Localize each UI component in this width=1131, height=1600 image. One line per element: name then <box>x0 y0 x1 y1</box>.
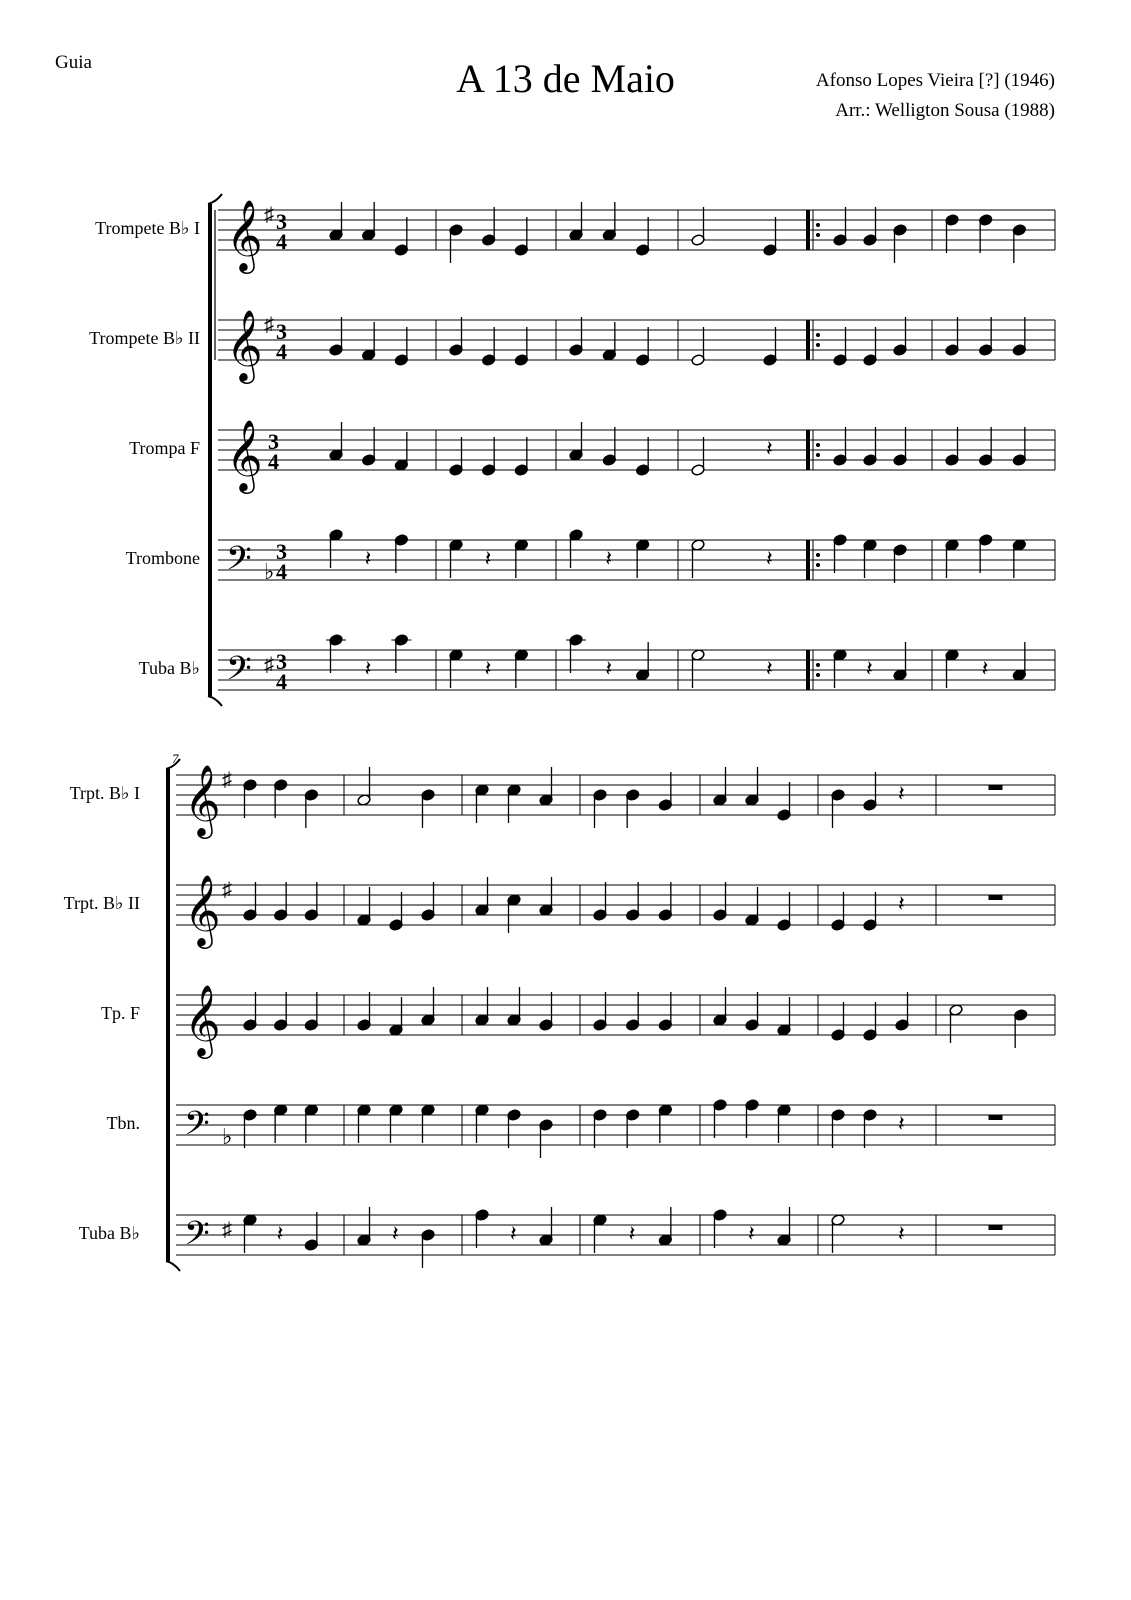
page-title: A 13 de Maio <box>456 56 675 101</box>
quarter-rest-icon: 𝄽 <box>484 656 492 681</box>
quarter-rest-icon: 𝄽 <box>484 546 492 571</box>
quarter-rest-icon: 𝄽 <box>392 1221 399 1246</box>
repeat-dot <box>816 443 820 447</box>
quarter-rest-icon: 𝄽 <box>898 891 905 916</box>
time-signature-bottom: 4 <box>276 669 287 694</box>
instrument-label: Tbn. <box>106 1113 140 1133</box>
time-signature-top: 3 <box>276 209 287 234</box>
quarter-rest-icon: 𝄽 <box>364 656 372 681</box>
instrument-label: Trompa F <box>129 438 200 458</box>
quarter-rest-icon: 𝄽 <box>364 546 372 571</box>
staff <box>139 634 1055 694</box>
time-signature-bottom: 4 <box>276 339 287 364</box>
sharp-icon: ♯ <box>222 879 232 901</box>
whole-rest <box>989 1225 1003 1230</box>
quarter-rest-icon: 𝄽 <box>766 546 773 571</box>
quarter-rest-icon: 𝄽 <box>866 656 873 681</box>
flat-icon: ♭ <box>222 1124 233 1149</box>
sharp-icon: ♯ <box>264 204 274 226</box>
treble-clef-icon: 𝄞 <box>184 987 221 1055</box>
system-bracket <box>166 769 170 1261</box>
whole-rest <box>989 1115 1003 1120</box>
flat-icon: ♭ <box>264 559 275 584</box>
time-signature-bottom: 4 <box>276 229 287 254</box>
instrument-label: Trompete B♭ I <box>95 218 200 238</box>
repeat-dot <box>816 223 820 227</box>
quarter-rest-icon: 𝄽 <box>766 436 773 461</box>
repeat-dot <box>816 343 820 347</box>
treble-clef-icon: 𝄞 <box>184 767 221 835</box>
system-bracket <box>208 204 212 696</box>
treble-clef-icon: 𝄞 <box>226 202 263 270</box>
guide-label: Guia <box>55 52 92 73</box>
quarter-rest-icon: 𝄽 <box>766 656 773 681</box>
bass-clef-icon: 𝄢 <box>184 1105 210 1150</box>
repeat-dot <box>816 453 820 457</box>
instrument-label: Trompete B♭ II <box>89 328 200 348</box>
staff <box>129 422 1055 476</box>
instrument-label: Tuba B♭ <box>138 658 200 678</box>
sharp-icon: ♯ <box>264 654 274 676</box>
instrument-label: Trombone <box>125 548 200 568</box>
staff <box>101 987 1055 1048</box>
treble-clef-icon: 𝄞 <box>226 312 263 380</box>
quarter-rest-icon: 𝄽 <box>510 1221 517 1246</box>
bass-clef-icon: 𝄢 <box>184 1215 210 1260</box>
time-signature-bottom: 4 <box>276 559 287 584</box>
bracket-hook <box>208 696 222 706</box>
bass-clef-icon: 𝄢 <box>226 650 252 695</box>
measure-number: 7 <box>172 751 179 766</box>
instrument-label: Trpt. B♭ I <box>69 783 140 803</box>
instrument-label: Trpt. B♭ II <box>63 893 140 913</box>
sharp-icon: ♯ <box>264 314 274 336</box>
bass-clef-icon: 𝄢 <box>226 540 252 585</box>
whole-rest <box>989 895 1003 900</box>
treble-clef-icon: 𝄞 <box>184 877 221 945</box>
treble-clef-icon: 𝄞 <box>226 422 263 490</box>
sharp-icon: ♯ <box>222 1219 232 1241</box>
arranger-credit: Arr.: Welligton Sousa (1988) <box>835 100 1055 121</box>
repeat-dot <box>816 553 820 557</box>
quarter-rest-icon: 𝄽 <box>898 1111 905 1136</box>
repeat-dot <box>816 233 820 237</box>
instrument-label: Tp. F <box>100 1003 140 1023</box>
whole-rest <box>989 785 1003 790</box>
repeat-thick-bar <box>806 210 810 250</box>
time-signature-top: 3 <box>276 539 287 564</box>
time-signature-top: 3 <box>276 319 287 344</box>
quarter-rest-icon: 𝄽 <box>748 1221 755 1246</box>
composer-credit: Afonso Lopes Vieira [?] (1946) <box>815 70 1055 91</box>
repeat-dot <box>816 673 820 677</box>
repeat-thick-bar <box>806 650 810 690</box>
time-signature-top: 3 <box>268 429 279 454</box>
repeat-thick-bar <box>806 320 810 360</box>
repeat-dot <box>816 663 820 667</box>
quarter-rest-icon: 𝄽 <box>981 656 989 681</box>
bracket-hook <box>208 194 222 204</box>
repeat-dot <box>816 333 820 337</box>
quarter-rest-icon: 𝄽 <box>276 1221 284 1246</box>
instrument-label: Tuba B♭ <box>78 1223 140 1243</box>
sharp-icon: ♯ <box>222 769 232 791</box>
quarter-rest-icon: 𝄽 <box>898 1221 905 1246</box>
quarter-rest-icon: 𝄽 <box>605 656 613 681</box>
staff <box>107 1099 1056 1158</box>
repeat-dot <box>816 563 820 567</box>
quarter-rest-icon: 𝄽 <box>605 546 613 571</box>
quarter-rest-icon: 𝄽 <box>628 1221 636 1246</box>
time-signature-bottom: 4 <box>268 449 279 474</box>
repeat-thick-bar <box>806 430 810 470</box>
bracket-hook <box>166 1261 180 1271</box>
time-signature-top: 3 <box>276 649 287 674</box>
repeat-thick-bar <box>806 540 810 580</box>
quarter-rest-icon: 𝄽 <box>898 781 905 806</box>
